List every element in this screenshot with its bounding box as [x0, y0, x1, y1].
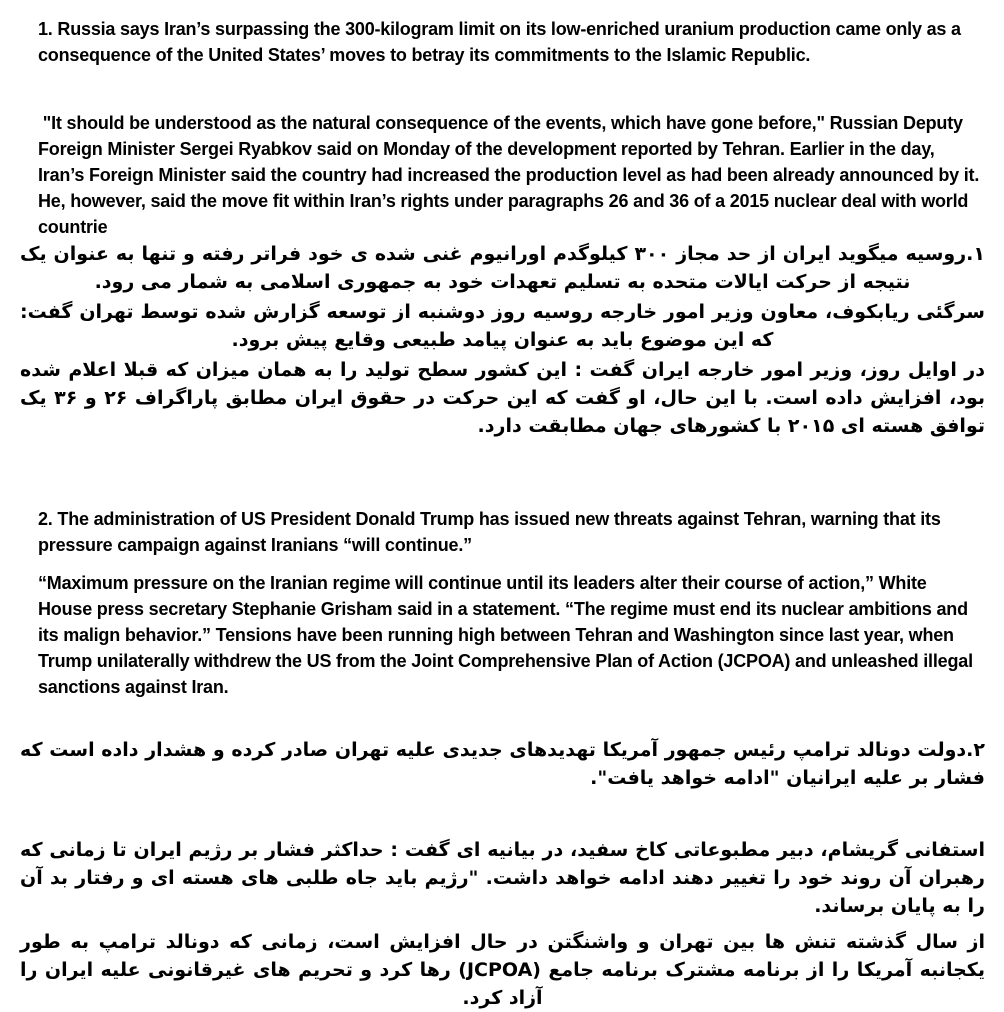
item1-english-intro-paragraph: 1. Russia says Iran’s surpassing the 300-kilogram limit on its low-enriched uranium production came only as a consequence of the United States’ moves to betray its commitments to the Islamic Republic.	[38, 19, 961, 65]
item2-persian-paragraph-1: ۲.دولت دونالد ترامپ رئیس جمهور آمریکا تهدیدهای جدیدی علیه تهران صادر کرده و هشدار داده است که فشار بر علیه ایرانیان "ادامه خواهد یافت".	[20, 739, 985, 789]
item1-persian-paragraph-1: ۱.روسیه میگوید ایران از حد مجاز ۳۰۰ کیلوگدم اورانیوم غنی شده ی خود فراتر رفته و تنها به عنوان یک نتیجه از حرکت ایالات متحده به تسلیم تعهدات خود به جمهوری اسلامی به شمار می رود.	[20, 243, 985, 293]
item2-persian-paragraph-3: از سال گذشته تنش ها بین تهران و واشنگتن در حال افزایش است، زمانی که دونالد ترامپ به طور یکجانبه آمریکا را از برنامه مشترک برنامه جامع (JCPOA) رها کرد و تحریم های غیرقانونی علیه ایران را آزاد کرد.	[20, 931, 985, 1009]
item2-english-intro-paragraph: 2. The administration of US President Donald Trump has issued new threats against Tehran, warning that its pressure campaign against Iranians “will continue.”	[38, 509, 941, 555]
item2-persian-paragraph-2: استفانی گریشام، دبیر مطبوعاتی کاخ سفید، در بیانیه ای گفت : حداکثر فشار بر رژیم ایران تا زمانی که رهبران آن روند خود را تغییر دهند ادامه خواهد داشت. "رژیم باید جاه طلبی های هسته ای و رفتار بد آن را به پایان برساند.	[20, 839, 985, 917]
item1-persian-paragraph-2: سرگئی ریابکوف، معاون وزیر امور خارجه روسیه روز دوشنبه از توسعه گزارش شده توسط تهران گفت: که این موضوع باید به عنوان پیامد طبیعی وقایع پیش برود.	[20, 301, 985, 351]
item1-persian-paragraph-3: در اوایل روز، وزیر امور خارجه ایران گفت : این کشور سطح تولید را به همان میزان که قبلا اعلام شده بود، افزایش داده است. با این حال، او گفت که این حرکت در حقوق ایران مطابق پاراگراف ۲۶ و ۳۶ یک توافق هسته ای ۲۰۱۵ با کشورهای جهان مطابقت دارد.	[20, 359, 985, 437]
news-item-1	[20, 16, 985, 440]
news-item-2	[20, 506, 985, 1012]
item2-english-body-paragraph: “Maximum pressure on the Iranian regime will continue until its leaders alter their course of action,” White House press secretary Stephanie Grisham said in a statement. “The regime must end its nuclear ambitions and its malign behavior.” Tensions have been running high between Tehran and Washington since last year, when Trump unilaterally withdrew the US from the Joint Comprehensive Plan of Action (JCPOA) and unleashed illegal sanctions against Iran.	[38, 573, 973, 697]
item1-english-body-paragraph: "It should be understood as the natural consequence of the events, which have gone before," Russian Deputy Foreign Minister Sergei Ryabkov said on Monday of the development reported by Tehran. Earlier in the day, Iran’s Foreign Minister said the country had increased the production level as had been already announced by it. He, however, said the move fit within Iran’s rights under paragraphs 26 and 36 of a 2015 nuclear deal with world countrie	[38, 113, 980, 237]
